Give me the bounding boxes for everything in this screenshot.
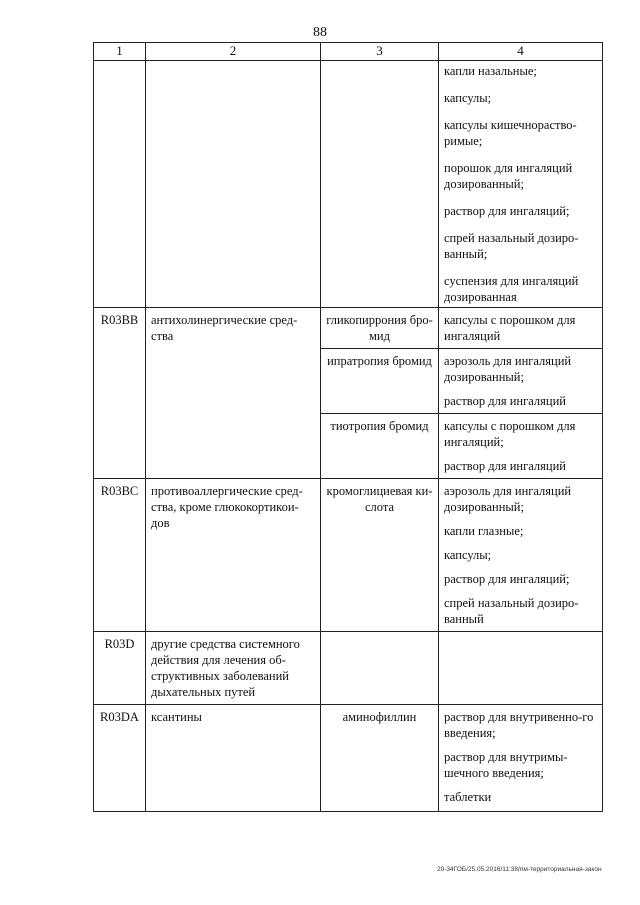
code-cell <box>94 61 146 308</box>
group-name: антихолинергические сред-ства <box>146 308 321 479</box>
substance-cell <box>321 61 439 308</box>
table-row-continuation <box>94 61 603 308</box>
column-header-4: 4 <box>439 43 603 61</box>
substance-name: кромоглициевая ки-слота <box>321 479 439 632</box>
form-item: порошок для ингаляций дозированный; <box>444 161 573 191</box>
atc-code: R03DA <box>94 705 146 812</box>
atc-code: R03BC <box>94 479 146 632</box>
group-cell <box>146 61 321 308</box>
form-item: спрей назальный дозиро-ванный; <box>444 231 579 261</box>
form-item: капсулы с порошком для ингаляций <box>444 313 576 343</box>
table-row-r03bb <box>94 308 603 349</box>
form-item: раствор для внутримы-шечного введения; <box>444 750 568 780</box>
form-item: капсулы кишечнораство-римые; <box>444 118 577 148</box>
form-item: раствор для ингаляций <box>444 394 566 408</box>
forms-cell <box>439 308 603 349</box>
table-row-r03d <box>94 632 603 705</box>
form-item: суспензия для ингаляций дозированная <box>444 274 579 304</box>
form-item: капсулы; <box>444 548 492 562</box>
form-item: капли назальные; <box>444 64 537 78</box>
substance-name: аминофиллин <box>321 705 439 812</box>
drug-table <box>93 42 603 812</box>
form-item: таблетки <box>444 790 492 804</box>
form-item: раствор для внутривенно-го введения; <box>444 710 594 740</box>
table-row-r03da <box>94 705 603 812</box>
group-name: противоаллергические сред-ства, кроме глюкокортикои-дов <box>146 479 321 632</box>
forms-cell <box>439 414 603 479</box>
forms-cell <box>439 479 603 632</box>
form-item: капсулы с порошком для ингаляций; <box>444 419 576 449</box>
form-item: раствор для ингаляций <box>444 459 566 473</box>
form-item: аэрозоль для ингаляций дозированный; <box>444 354 572 384</box>
group-name: другие средства системного действия для лечения об-структивных заболеваний дыхательных путей <box>146 632 321 705</box>
forms-cell <box>439 705 603 812</box>
form-item: аэрозоль для ингаляций дозированный; <box>444 484 572 514</box>
table-row-r03bc <box>94 479 603 632</box>
forms-cell <box>439 349 603 414</box>
page-number: 88 <box>313 25 327 40</box>
forms-cell <box>439 632 603 705</box>
forms-cell <box>439 61 603 308</box>
column-header-3: 3 <box>321 43 439 61</box>
column-header-2: 2 <box>146 43 321 61</box>
group-name: ксантины <box>146 705 321 812</box>
atc-code: R03BB <box>94 308 146 479</box>
column-header-1: 1 <box>94 43 146 61</box>
form-item: капсулы; <box>444 91 492 105</box>
atc-code: R03D <box>94 632 146 705</box>
form-item: раствор для ингаляций; <box>444 204 570 218</box>
form-item: раствор для ингаляций; <box>444 572 570 586</box>
form-item: спрей назальный дозиро-ванный <box>444 596 579 626</box>
substance-cell <box>321 632 439 705</box>
table-header-row <box>94 43 603 61</box>
substance-name: гликопиррония бро-мид <box>321 308 439 349</box>
footer-file-path: 20-34ГОБ/25.05.2016/11:38/пм-территориальная-закон <box>437 866 602 873</box>
substance-name: ипратропия бромид <box>321 349 439 414</box>
form-item: капли глазные; <box>444 524 524 538</box>
substance-name: тиотропия бромид <box>321 414 439 479</box>
